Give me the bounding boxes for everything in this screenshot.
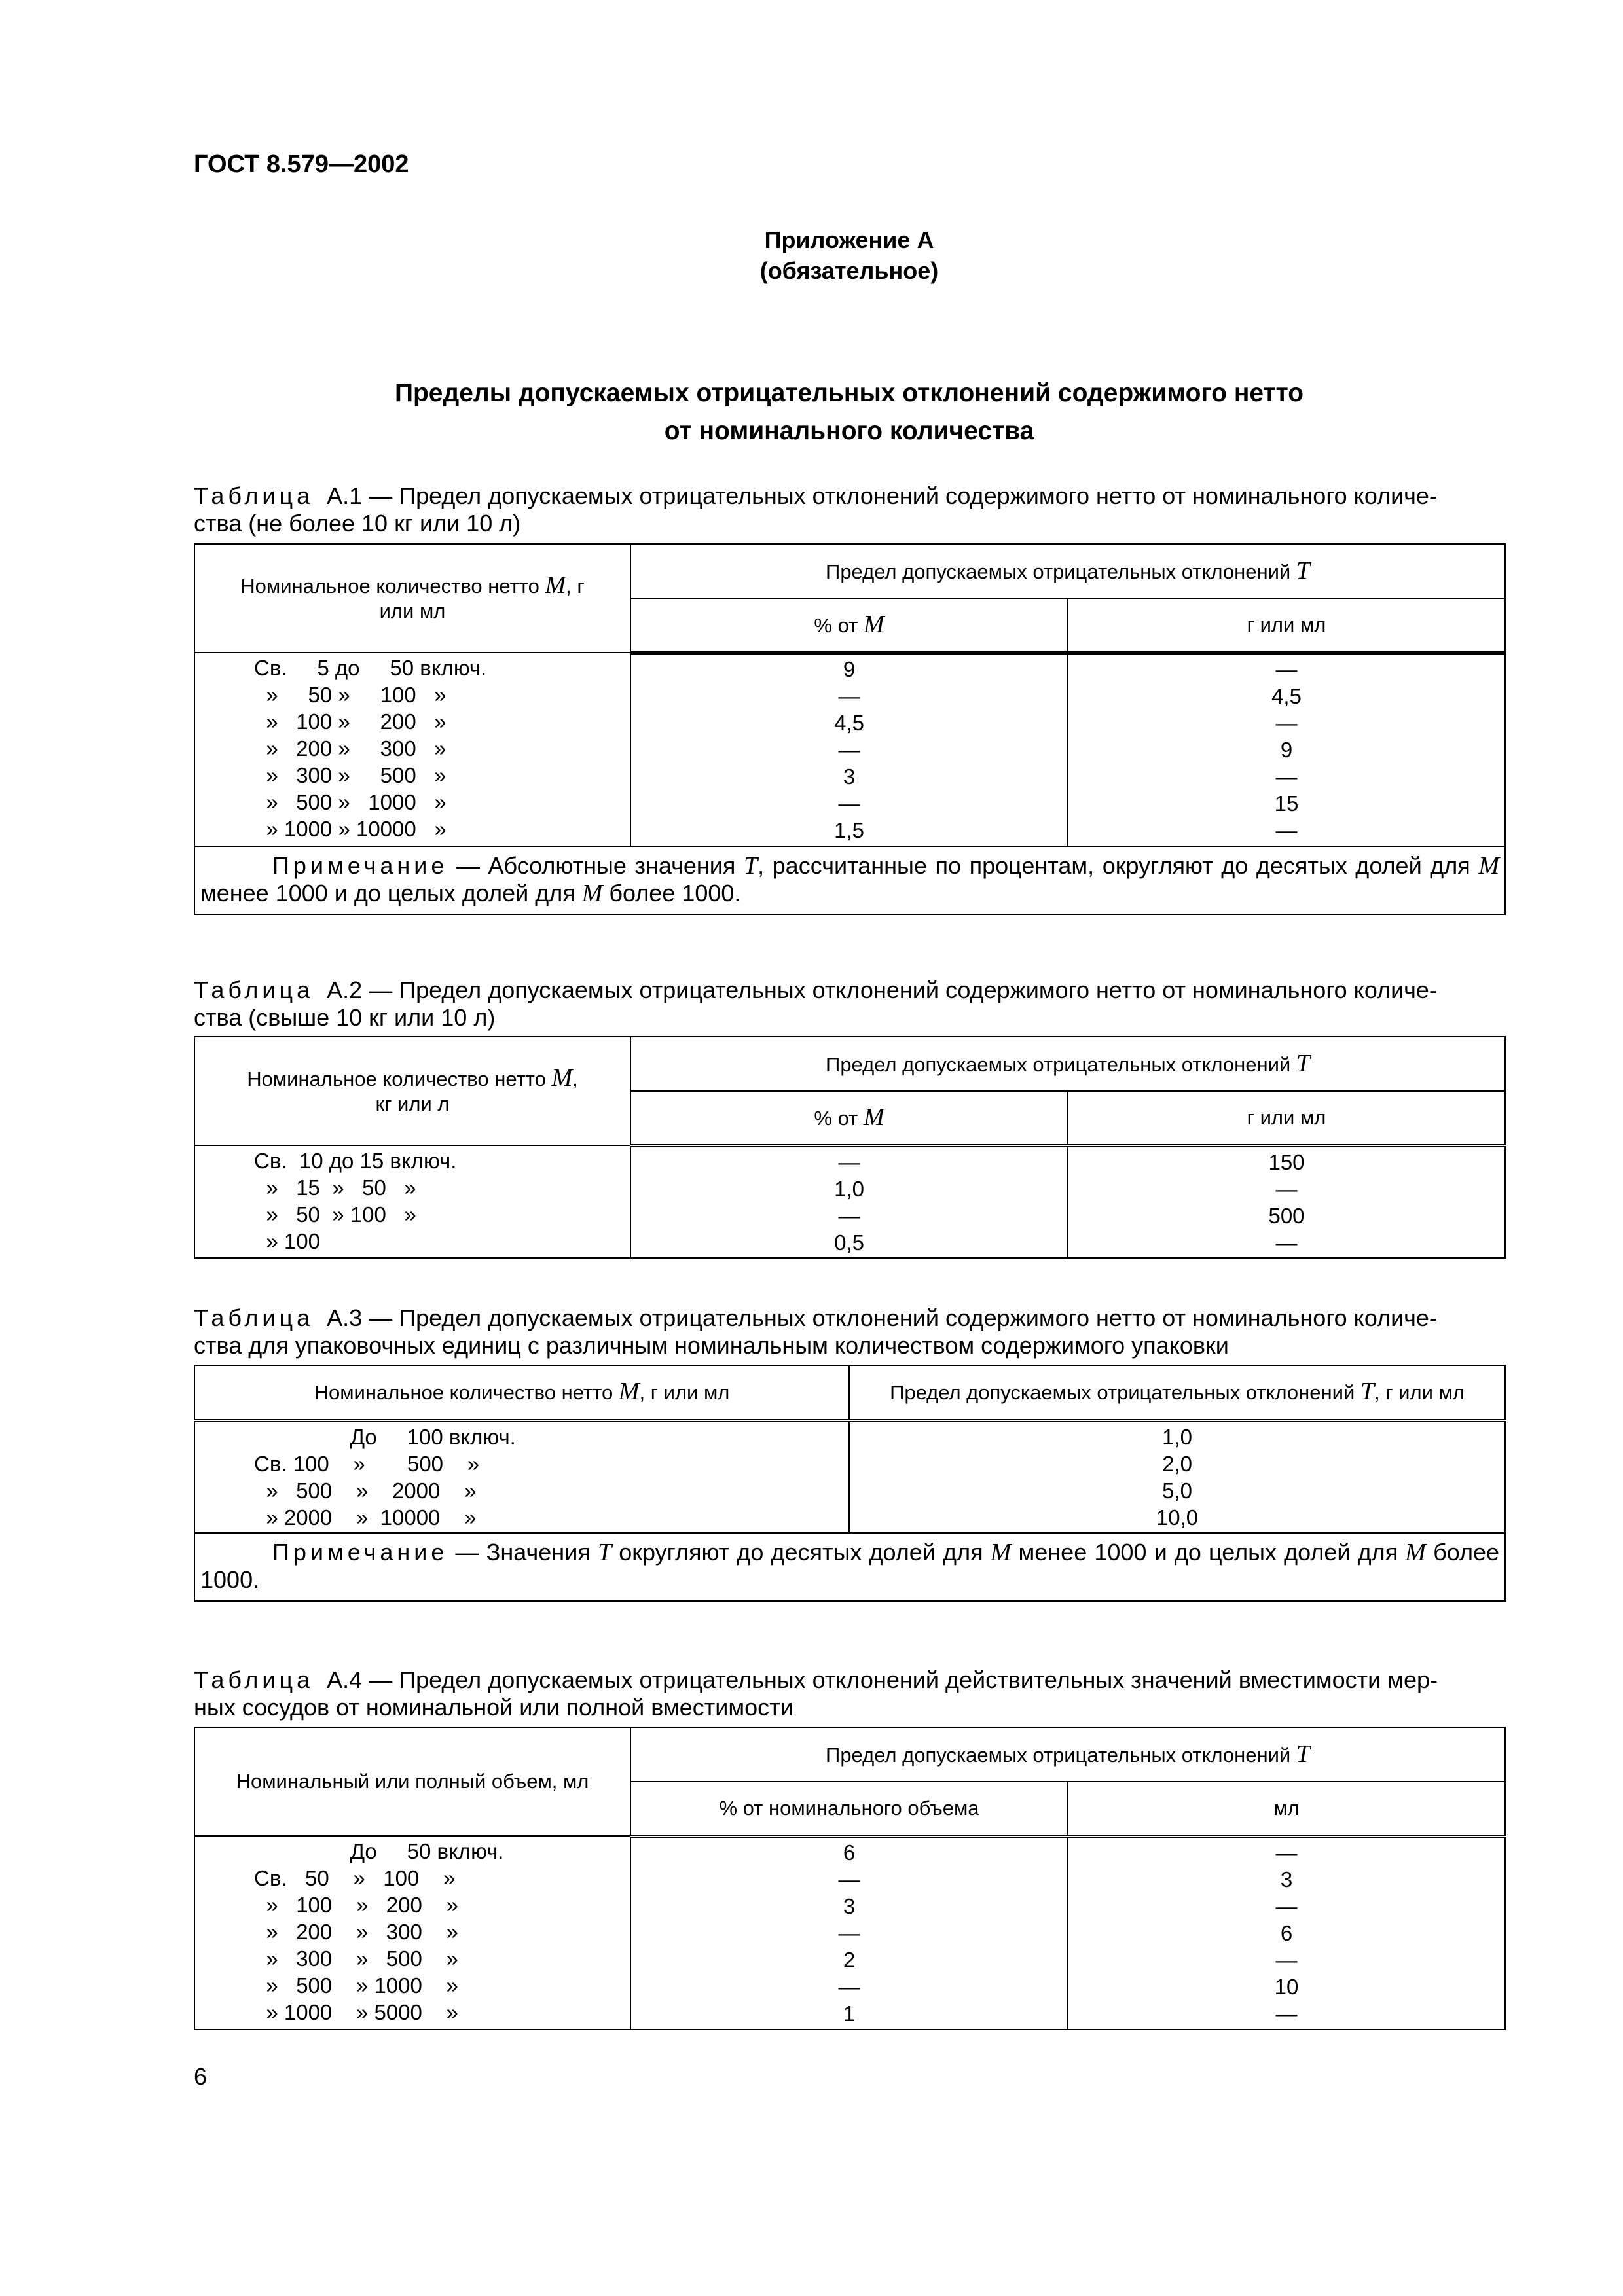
table-a3-col-nominal-header-text: Номинальное количество нетто (314, 1381, 619, 1405)
table-a4-group-header-text: Предел допускаемых отрицательных отклонений (826, 1743, 1296, 1767)
symbol-t: T (1296, 1740, 1310, 1768)
table-a4-sub-header-percent: % от номинального объема (630, 1782, 1068, 1836)
table-a4-caption-text-line2: ных сосудов от номинальной или полной вместимости (194, 1694, 793, 1721)
table-a2-caption-text-line2: ства (свыше 10 кг или 10 л) (194, 1004, 496, 1031)
note-label: Примечание (272, 1539, 448, 1566)
table-a4-caption-number: А.4 (327, 1666, 363, 1693)
note-text: более 1000. (200, 1539, 1500, 1593)
symbol-t: T (1360, 1378, 1375, 1406)
table-a1-col-nominal-header-unit: , г (566, 575, 585, 598)
note-label: Примечание (272, 852, 448, 879)
table-a2-col-nominal-header-text: Номинальное количество нетто (247, 1067, 552, 1090)
table-a2-col-nominal-header-comma: , (572, 1067, 578, 1090)
note-text: — Значения (448, 1539, 598, 1566)
table-a4-ranges-cell: До 50 включ. Св. 50 » 100 » » 100 » 200 » » 200 » 300 » » 300 » 500 » » 500 » 1000 » » 1000 » 5000 » (194, 1836, 630, 2030)
table-a1-caption-text-line2: ства (не более 10 кг или 10 л) (194, 510, 521, 537)
table-a1-note (194, 846, 1505, 914)
page-number: 6 (194, 2063, 208, 2090)
main-title-line1: Пределы допускаемых отрицательных отклонений содержимого нетто (394, 379, 1304, 407)
table-a3-col-nominal-header (194, 1365, 849, 1420)
table-a3-caption-text-line2: ства для упаковочных единиц с различным номинальным количеством содержимого упаковки (194, 1332, 1229, 1359)
table-a1-ranges-cell: Св. 5 до 50 включ. » 50 » 100 » » 100 » 200 » » 200 » 300 » » 300 » 500 » » 500 » 1000 » » 1000 » 10000 » (194, 653, 630, 846)
table-a1-group-header-text: Предел допускаемых отрицательных отклонений (826, 560, 1296, 583)
table-a3-caption-number: А.3 (327, 1304, 363, 1331)
table-a4-col-volume-header: Номинальный или полный объем, мл (194, 1727, 630, 1836)
table-a4-caption-label: Таблица (194, 1666, 314, 1693)
table-a1 (194, 543, 1506, 915)
note-text: менее 1000 и до целых долей для (200, 880, 582, 906)
table-a3-caption (194, 1304, 1504, 1359)
table-a3-col-limit-header-text: Предел допускаемых отрицательных отклонений (890, 1381, 1360, 1405)
table-a2-caption-label: Таблица (194, 977, 314, 1003)
table-a4-ml-cell: — 3 — 6 — 10 — (1068, 1836, 1505, 2030)
symbol-t: T (597, 1539, 612, 1566)
table-a4-group-header (630, 1727, 1505, 1782)
table-a3-caption-label: Таблица (194, 1304, 314, 1331)
table-a2-sub-header-percent-text: % от (814, 1106, 864, 1130)
table-a2 (194, 1036, 1506, 1259)
table-a3-ranges-cell: До 100 включ. Св. 100 » 500 » » 500 » 2000 » » 2000 » 10000 » (194, 1420, 849, 1533)
main-title-line2: от номинального количества (664, 417, 1034, 445)
symbol-m: M (618, 1378, 640, 1406)
table-a2-col-nominal-header-unit: кг или л (375, 1092, 450, 1115)
symbol-m: M (1478, 852, 1500, 880)
table-a2-ranges-cell: Св. 10 до 15 включ. » 15 » 50 » » 50 » 100 » » 100 (194, 1145, 630, 1258)
table-a1-caption-label: Таблица (194, 482, 314, 509)
symbol-m: M (581, 880, 603, 907)
table-a1-col-nominal-header-text: Номинальное количество нетто (240, 575, 545, 598)
table-a3-values-cell: 1,0 2,0 5,0 10,0 (849, 1420, 1505, 1533)
table-a2-caption (194, 977, 1504, 1031)
symbol-m: M (863, 610, 884, 638)
table-a4 (194, 1727, 1506, 2030)
table-a1-percent-cell: 9 — 4,5 — 3 — 1,5 (630, 653, 1068, 846)
table-a2-caption-number: А.2 (327, 977, 363, 1003)
table-a1-sub-header-percent-text: % от (814, 613, 864, 637)
table-a3-caption-text-line1: — Предел допускаемых отрицательных отклонений содержимого нетто от номинального количе- (362, 1304, 1437, 1331)
table-a1-sub-header-percent (630, 598, 1068, 653)
table-a3 (194, 1365, 1506, 1602)
table-a1-caption-number: А.1 (327, 482, 363, 509)
document-code: ГОСТ 8.579—2002 (194, 151, 409, 178)
annex-kind: (обязательное) (759, 257, 939, 284)
symbol-m: M (990, 1539, 1012, 1566)
table-a3-col-limit-header (849, 1365, 1505, 1420)
table-a4-percent-cell: 6 — 3 — 2 — 1 (630, 1836, 1068, 2030)
table-a2-group-header-text: Предел допускаемых отрицательных отклонений (826, 1052, 1296, 1076)
table-a1-col-nominal-header-unit2: или мл (379, 600, 446, 622)
table-a2-col-nominal-header (194, 1037, 630, 1145)
symbol-t: T (743, 852, 758, 880)
table-a2-percent-cell: — 1,0 — 0,5 (630, 1145, 1068, 1258)
symbol-t: T (1296, 556, 1310, 584)
table-a2-caption-text-line1: — Предел допускаемых отрицательных отклонений содержимого нетто от номинального количе- (362, 977, 1437, 1003)
table-a3-note (194, 1533, 1505, 1601)
table-a3-col-limit-header-unit: , г или мл (1374, 1381, 1465, 1405)
table-a1-sub-header-units: г или мл (1068, 598, 1505, 653)
table-a4-sub-header-ml: мл (1068, 1782, 1505, 1836)
table-a4-caption (194, 1666, 1504, 1721)
note-text: округляют до десятых долей для (611, 1539, 991, 1566)
note-text: более 1000. (602, 880, 741, 906)
table-a2-units-cell: 150 — 500 — (1068, 1145, 1505, 1258)
table-a1-units-cell: — 4,5 — 9 — 15 — (1068, 653, 1505, 846)
table-a4-caption-text-line1: — Предел допускаемых отрицательных отклонений действительных значений вместимости мер- (362, 1666, 1438, 1693)
symbol-t: T (1296, 1049, 1310, 1077)
symbol-m: M (545, 571, 566, 599)
note-text: , рассчитанные по процентам, округляют до десятых долей для (757, 852, 1479, 879)
table-a2-group-header (630, 1037, 1505, 1091)
table-a1-col-nominal-header (194, 544, 630, 653)
table-a2-sub-header-percent (630, 1091, 1068, 1145)
table-a1-caption (194, 482, 1504, 537)
table-a1-group-header (630, 544, 1505, 598)
table-a2-sub-header-units: г или мл (1068, 1091, 1505, 1145)
symbol-m: M (1405, 1539, 1426, 1566)
note-text: менее 1000 и до целых долей для (1011, 1539, 1406, 1566)
note-text: — Абсолютные значения (448, 852, 744, 879)
table-a3-col-nominal-header-unit: , г или мл (639, 1381, 730, 1405)
symbol-m: M (551, 1064, 573, 1092)
table-a1-caption-text-line1: — Предел допускаемых отрицательных отклонений содержимого нетто от номинального количе- (362, 482, 1437, 509)
symbol-m: M (863, 1103, 884, 1131)
annex-title: Приложение А (764, 226, 934, 253)
